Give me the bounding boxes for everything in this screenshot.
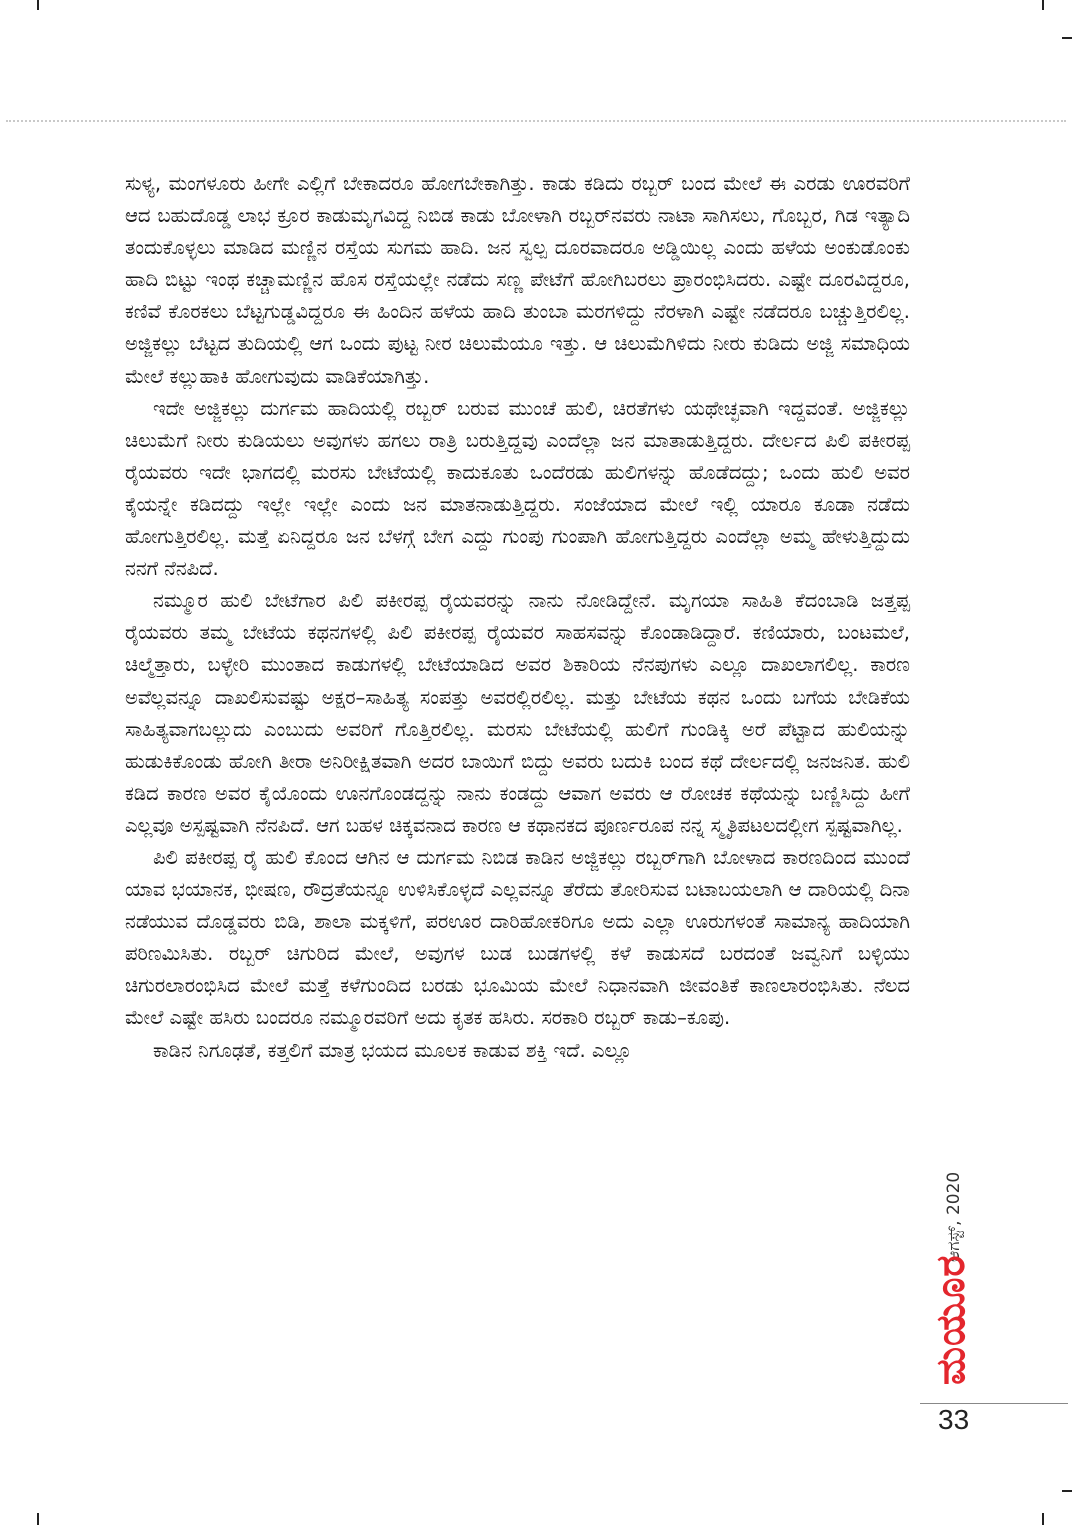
crop-mark-bottom-left <box>37 1513 39 1525</box>
crop-mark-right-bottom <box>1062 1490 1072 1492</box>
header-dotted-rule <box>6 120 1066 122</box>
issue-date: ಆಗಸ್ಟ್, 2020 <box>944 1171 964 1262</box>
article-paragraph: ಇದೇ ಅಜ್ಜಿಕಲ್ಲು ದುರ್ಗಮ ಹಾದಿಯಲ್ಲಿ ರಬ್ಬರ್ ಬರುವ ಮುಂಚೆ ಹುಲಿ, ಚಿರತೆಗಳು ಯಥೇಚ್ಛವಾಗಿ ಇದ್ದವಂತೆ. ಅಜ್ಜಿಕಲ್ಲು ಚಿಲುಮೆಗೆ ನೀರು ಕುಡಿಯಲು ಅವುಗಳು ಹಗಲು ರಾತ್ರಿ ಬರುತ್ತಿದ್ದವು ಎಂದೆಲ್ಲಾ ಜನ ಮಾತಾಡುತ್ತಿದ್ದರು. ದೇರ್ಲದ ಪಿಲಿ ಪಕೀರಪ್ಪ ರೈಯವರು ಇದೇ ಭಾಗದಲ್ಲಿ ಮರಸು ಬೇಟೆಯಲ್ಲಿ ಕಾದುಕೂತು ಒಂದೆರಡು ಹುಲಿಗಳನ್ನು ಹೊಡೆದದ್ದು; ಒಂದು ಹುಲಿ ಅವರ ಕೈಯನ್ನೇ ಕಡಿದದ್ದು ಇಲ್ಲೇ ಇಲ್ಲೇ ಎಂದು ಜನ ಮಾತನಾಡುತ್ತಿದ್ದರು. ಸಂಜೆಯಾದ ಮೇಲೆ ಇಲ್ಲಿ ಯಾರೂ ಕೂಡಾ ನಡೆದು ಹೋಗುತ್ತಿರಲಿಲ್ಲ. ಮತ್ತೆ ಏನಿದ್ದರೂ ಜನ ಬೆಳಗ್ಗೆ ಬೇಗ ಎದ್ದು ಗುಂಪು ಗುಂಪಾಗಿ ಹೋಗುತ್ತಿದ್ದರು ಎಂದೆಲ್ಲಾ ಅಮ್ಮ ಹೇಳುತ್ತಿದ್ದುದು ನನಗೆ ನೆನಪಿದೆ. <box>125 396 910 581</box>
page-number: 33 <box>938 1404 970 1435</box>
crop-mark-top-right <box>1042 0 1044 10</box>
article-paragraph: ನಮ್ಮೂರ ಹುಲಿ ಬೇಟೆಗಾರ ಪಿಲಿ ಪಕೀರಪ್ಪ ರೈಯವರನ್ನು ನಾನು ನೋಡಿದ್ದೇನೆ. ಮೃಗಯಾ ಸಾಹಿತಿ ಕೆದಂಬಾಡಿ ಜತ್ತಪ್ಪ ರೈಯವರು ತಮ್ಮ ಬೇಟೆಯ ಕಥನಗಳಲ್ಲಿ ಪಿಲಿ ಪಕೀರಪ್ಪ ರೈಯವರ ಸಾಹಸವನ್ನು ಕೊಂಡಾಡಿದ್ದಾರೆ. ಕಣಿಯಾರು, ಬಂಟಮಲೆ, ಚಿಲ್ಮೆತ್ತಾರು, ಬಳ್ಳೇರಿ ಮುಂತಾದ ಕಾಡುಗಳಲ್ಲಿ ಬೇಟೆಯಾಡಿದ ಅವರ ಶಿಕಾರಿಯ ನೆನಪುಗಳು ಎಲ್ಲೂ ದಾಖಲಾಗಲಿಲ್ಲ. ಕಾರಣ ಅವೆಲ್ಲವನ್ನೂ ದಾಖಲಿಸುವಷ್ಟು ಅಕ್ಷರ–ಸಾಹಿತ್ಯ ಸಂಪತ್ತು ಅವರಲ್ಲಿರಲಿಲ್ಲ. ಮತ್ತು ಬೇಟೆಯ ಕಥನ ಒಂದು ಬಗೆಯ ಬೇಡಿಕೆಯ ಸಾಹಿತ್ಯವಾಗಬಲ್ಲುದು ಎಂಬುದು ಅವರಿಗೆ ಗೊತ್ತಿರಲಿಲ್ಲ. ಮರಸು ಬೇಟೆಯಲ್ಲಿ ಹುಲಿಗೆ ಗುಂಡಿಕ್ಕಿ ಅರೆ ಪೆಟ್ಟಾದ ಹುಲಿಯನ್ನು ಹುಡುಕಿಕೊಂಡು ಹೋಗಿ ತೀರಾ ಅನಿರೀಕ್ಷಿತವಾಗಿ ಅದರ ಬಾಯಿಗೆ ಬಿದ್ದು ಅವರು ಬದುಕಿ ಬಂದ ಕಥೆ ದೇರ್ಲದಲ್ಲಿ ಜನಜನಿತ. ಹುಲಿ ಕಡಿದ ಕಾರಣ ಅವರ ಕೈಯೊಂದು ಊನಗೊಂಡದ್ದನ್ನು ನಾನು ಕಂಡದ್ದು ಆವಾಗ ಅವರು ಆ ರೋಚಕ ಕಥೆಯನ್ನು ಬಣ್ಣಿಸಿದ್ದು ಹೀಗೆ ಎಲ್ಲವೂ ಅಸ್ಪಷ್ಟವಾಗಿ ನೆನಪಿದೆ. ಆಗ ಬಹಳ ಚಿಕ್ಕವನಾದ ಕಾರಣ ಆ ಕಥಾನಕದ ಪೂರ್ಣರೂಪ ನನ್ನ ಸ್ಮೃತಿಪಟಲದಲ್ಲೀಗ ಸ್ಪಷ್ಟವಾಗಿಲ್ಲ. <box>125 589 910 837</box>
article-paragraph: ಪಿಲಿ ಪಕೀರಪ್ಪ ರೈ ಹುಲಿ ಕೊಂದ ಆಗಿನ ಆ ದುರ್ಗಮ ನಿಬಿಡ ಕಾಡಿನ ಅಜ್ಜಿಕಲ್ಲು ರಬ್ಬರ್‌ಗಾಗಿ ಬೋಳಾದ ಕಾರಣದಿಂದ ಮುಂದೆ ಯಾವ ಭಯಾನಕ, ಭೀಷಣ, ರೌದ್ರತೆಯನ್ನೂ ಉಳಿಸಿಕೊಳ್ಳದೆ ಎಲ್ಲವನ್ನೂ ತೆರೆದು ತೋರಿಸುವ ಬಟಾಬಯಲಾಗಿ ಆ ದಾರಿಯಲ್ಲಿ ದಿನಾ ನಡೆಯುವ ದೊಡ್ಡವರು ಬಿಡಿ, ಶಾಲಾ ಮಕ್ಕಳಿಗೆ, ಪರಊರ ದಾರಿಹೋಕರಿಗೂ ಅದು ಎಲ್ಲಾ ಊರುಗಳಂತೆ ಸಾಮಾನ್ಯ ಹಾದಿಯಾಗಿ ಪರಿಣಮಿಸಿತು. ರಬ್ಬರ್ ಚಿಗುರಿದ ಮೇಲೆ, ಅವುಗಳ ಬುಡ ಬುಡಗಳಲ್ಲಿ ಕಳೆ ಕಾಡುಸದೆ ಬರದಂತೆ ಜವ್ವನಿಗೆ ಬಳ್ಳಿಯು ಚಿಗುರಲಾರಂಭಿಸಿದ ಮೇಲೆ ಮತ್ತೆ ಕಳೆಗುಂದಿದ ಬರಡು ಭೂಮಿಯ ಮೇಲೆ ನಿಧಾನವಾಗಿ ಜೀವಂತಿಕೆ ಕಾಣಲಾರಂಭಿಸಿತು. ನೆಲದ ಮೇಲೆ ಎಷ್ಟೇ ಹಸಿರು ಬಂದರೂ ನಮ್ಮೂರವರಿಗೆ ಅದು ಕೃತಕ ಹಸಿರು. ಸರಕಾರಿ ರಬ್ಬರ್ ಕಾಡು–ಕೂಪು. <box>125 845 910 1030</box>
crop-mark-bottom-right <box>1042 1513 1044 1525</box>
magazine-page: ಸುಳ್ಯ, ಮಂಗಳೂರು ಹೀಗೇ ಎಲ್ಲಿಗೆ ಬೇಕಾದರೂ ಹೋಗಬೇಕಾಗಿತ್ತು. ಕಾಡು ಕಡಿದು ರಬ್ಬರ್ ಬಂದ ಮೇಲೆ ಈ ಎರಡು ಊರವರಿಗೆ ಆದ ಬಹುದೊಡ್ಡ ಲಾಭ ಕ್ರೂರ ಕಾಡುಮೃಗವಿದ್ದ ನಿಬಿಡ ಕಾಡು ಬೋಳಾಗಿ ರಬ್ಬರ್‌ನವರು ನಾಟಾ ಸಾಗಿಸಲು, ಗೊಬ್ಬರ, ಗಿಡ ಇತ್ಯಾದಿ ತಂದುಕೊಳ್ಳಲು ಮಾಡಿದ ಮಣ್ಣಿನ ರಸ್ತೆಯ ಸುಗಮ ಹಾದಿ. ಜನ ಸ್ವಲ್ಪ ದೂರವಾದರೂ ಅಡ್ಡಿಯಿಲ್ಲ ಎಂದು ಹಳೆಯ ಅಂಕುಡೊಂಕು ಹಾದಿ ಬಿಟ್ಟು ಇಂಥ ಕಚ್ಚಾಮಣ್ಣಿನ ಹೊಸ ರಸ್ತೆಯಲ್ಲೇ ನಡೆದು ಸಣ್ಣ ಪೇಟೆಗೆ ಹೋಗಿಬರಲು ಪ್ರಾರಂಭಿಸಿದರು. ಎಷ್ಟೇ ದೂರವಿದ್ದರೂ, ಕಣಿವೆ ಕೊರಕಲು ಬೆಟ್ಟಗುಡ್ಡವಿದ್ದರೂ ಈ ಹಿಂದಿನ ಹಳೆಯ ಹಾದಿ ತುಂಬಾ ಮರಗಳಿದ್ದು ನೆರಳಾಗಿ ಎಷ್ಟೇ ನಡೆದರೂ ಬಚ್ಚುತ್ತಿರಲಿಲ್ಲ. ಅಜ್ಜಿಕಲ್ಲು ಬೆಟ್ಟದ ತುದಿಯಲ್ಲಿ ಆಗ ಒಂದು ಪುಟ್ಟ ನೀರ ಚಿಲುಮೆಯೂ ಇತ್ತು. ಆ ಚಿಲುಮೆಗಿಳಿದು ನೀರು ಕುಡಿದು ಅಜ್ಜಿ ಸಮಾಧಿಯ ಮೇಲೆ ಕಲ್ಲುಹಾಕಿ ಹೋಗುವುದು ವಾಡಿಕೆಯಾಗಿತ್ತು. ಇದೇ ಅಜ್ಜಿಕಲ್ಲು ದುರ್ಗಮ ಹಾದಿಯಲ್ಲಿ ರಬ್ಬರ್ ಬರುವ ಮುಂಚೆ ಹುಲಿ, ಚಿರತೆಗಳು ಯಥೇಚ್ಛವಾಗಿ ಇದ್ದವಂತೆ. ಅಜ್ಜಿಕಲ್ಲು ಚಿಲುಮೆಗೆ ನೀರು ಕುಡಿಯಲು ಅವುಗಳು ಹಗಲು ರಾತ್ರಿ ಬರುತ್ತಿದ್ದವು ಎಂದೆಲ್ಲಾ ಜನ ಮಾತಾಡುತ್ತಿದ್ದರು. ದೇರ್ಲದ ಪಿಲಿ ಪಕೀರಪ್ಪ ರೈಯವರು ಇದೇ ಭಾಗದಲ್ಲಿ ಮರಸು ಬೇಟೆಯಲ್ಲಿ ಕಾದುಕೂತು ಒಂದೆರಡು ಹುಲಿಗಳನ್ನು ಹೊಡೆದದ್ದು; ಒಂದು ಹುಲಿ ಅವರ ಕೈಯನ್ನೇ ಕಡಿದದ್ದು ಇಲ್ಲೇ ಇಲ್ಲೇ ಎಂದು ಜನ ಮಾತನಾಡುತ್ತಿದ್ದರು. ಸಂಜೆಯಾದ ಮೇಲೆ ಇಲ್ಲಿ ಯಾರೂ ಕೂಡಾ ನಡೆದು ಹೋಗುತ್ತಿರಲಿಲ್ಲ. ಮತ್ತೆ ಏನಿದ್ದರೂ ಜನ ಬೆಳಗ್ಗೆ ಬೇಗ ಎದ್ದು ಗುಂಪು ಗುಂಪಾಗಿ ಹೋಗುತ್ತಿದ್ದರು ಎಂದೆಲ್ಲಾ ಅಮ್ಮ ಹೇಳುತ್ತಿದ್ದುದು ನನಗೆ ನೆನಪಿದೆ. ನಮ್ಮೂರ ಹುಲಿ ಬೇಟೆಗಾರ ಪಿಲಿ ಪಕೀರಪ್ಪ ರೈಯವರನ್ನು ನಾನು ನೋಡಿದ್ದೇನೆ. ಮೃಗಯಾ ಸಾಹಿತಿ ಕೆದಂಬಾಡಿ ಜತ್ತಪ್ಪ ರೈಯವರು ತಮ್ಮ ಬೇಟೆಯ ಕಥನಗಳಲ್ಲಿ ಪಿಲಿ ಪಕೀರಪ್ಪ ರೈಯವರ ಸಾಹಸವನ್ನು ಕೊಂಡಾಡಿದ್ದಾರೆ. ಕಣಿಯಾರು, ಬಂಟಮಲೆ, ಚಿಲ್ಮೆತ್ತಾರು, ಬಳ್ಳೇರಿ ಮುಂತಾದ ಕಾಡುಗಳಲ್ಲಿ ಬೇಟೆಯಾಡಿದ ಅವರ ಶಿಕಾರಿಯ ನೆನಪುಗಳು ಎಲ್ಲೂ ದಾಖಲಾಗಲಿಲ್ಲ. ಕಾರಣ ಅವೆಲ್ಲವನ್ನೂ ದಾಖಲಿಸುವಷ್ಟು ಅಕ್ಷರ–ಸಾಹಿತ್ಯ ಸಂಪತ್ತು ಅವರಲ್ಲಿರಲಿಲ್ಲ. ಮತ್ತು ಬೇಟೆಯ ಕಥನ ಒಂದು ಬಗೆಯ ಬೇಡಿಕೆಯ ಸಾಹಿತ್ಯವಾಗಬಲ್ಲುದು ಎಂಬುದು ಅವರಿಗೆ ಗೊತ್ತಿರಲಿಲ್ಲ. ಮರಸು ಬೇಟೆಯಲ್ಲಿ ಹುಲಿಗೆ ಗುಂಡಿಕ್ಕಿ ಅರೆ ಪೆಟ್ಟಾದ ಹುಲಿಯನ್ನು ಹುಡುಕಿಕೊಂಡು ಹೋಗಿ ತೀರಾ ಅನಿರೀಕ್ಷಿತವಾಗಿ ಅದರ ಬಾಯಿಗೆ ಬಿದ್ದು ಅವರು ಬದುಕಿ ಬಂದ ಕಥೆ ದೇರ್ಲದಲ್ಲಿ ಜನಜನಿತ. ಹುಲಿ ಕಡಿದ ಕಾರಣ ಅವರ ಕೈಯೊಂದು ಊನಗೊಂಡದ್ದನ್ನು ನಾನು ಕಂಡದ್ದು ಆವಾಗ ಅವರು ಆ ರೋಚಕ ಕಥೆಯನ್ನು ಬಣ್ಣಿಸಿದ್ದು ಹೀಗೆ ಎಲ್ಲವೂ ಅಸ್ಪಷ್ಟವಾಗಿ ನೆನಪಿದೆ. ಆಗ ಬಹಳ ಚಿಕ್ಕವನಾದ ಕಾರಣ ಆ ಕಥಾನಕದ ಪೂರ್ಣರೂಪ ನನ್ನ ಸ್ಮೃತಿಪಟಲದಲ್ಲೀಗ ಸ್ಪಷ್ಟವಾಗಿಲ್ಲ. ಪಿಲಿ ಪಕೀರಪ್ಪ ರೈ ಹುಲಿ ಕೊಂದ ಆಗಿನ ಆ ದುರ್ಗಮ ನಿಬಿಡ ಕಾಡಿನ ಅಜ್ಜಿಕಲ್ಲು ರಬ್ಬರ್‌ಗಾಗಿ ಬೋಳಾದ ಕಾರಣದಿಂದ ಮುಂದೆ ಯಾವ ಭಯಾನಕ, ಭೀಷಣ, ರೌದ್ರತೆಯನ್ನೂ ಉಳಿಸಿಕೊಳ್ಳದೆ ಎಲ್ಲವನ್ನೂ ತೆರೆದು ತೋರಿಸುವ ಬಟಾಬಯಲಾಗಿ ಆ ದಾರಿಯಲ್ಲಿ ದಿನಾ ನಡೆಯುವ ದೊಡ್ಡವರು ಬಿಡಿ, ಶಾಲಾ ಮಕ್ಕಳಿಗೆ, ಪರಊರ ದಾರಿಹೋಕರಿಗೂ ಅದು ಎಲ್ಲಾ ಊರುಗಳಂತೆ ಸಾಮಾನ್ಯ ಹಾದಿಯಾಗಿ ಪರಿಣಮಿಸಿತು. ರಬ್ಬರ್ ಚಿಗುರಿದ ಮೇಲೆ, ಅವುಗಳ ಬುಡ ಬುಡಗಳಲ್ಲಿ ಕಳೆ ಕಾಡುಸದೆ ಬರದಂತೆ ಜವ್ವನಿಗೆ ಬಳ್ಳಿಯು ಚಿಗುರಲಾರಂಭಿಸಿದ ಮೇಲೆ ಮತ್ತೆ ಕಳೆಗುಂದಿದ ಬರಡು ಭೂಮಿಯ ಮೇಲೆ ನಿಧಾನವಾಗಿ ಜೀವಂತಿಕೆ ಕಾಣಲಾರಂಭಿಸಿತು. ನೆಲದ ಮೇಲೆ ಎಷ್ಟೇ ಹಸಿರು ಬಂದರೂ ನಮ್ಮೂರವರಿಗೆ ಅದು ಕೃತಕ ಹಸಿರು. ಸರಕಾರಿ ರಬ್ಬರ್ ಕಾಡು–ಕೂಪು. ಕಾಡಿನ ನಿಗೂಢತೆ, ಕತ್ತಲಿಗೆ ಮಾತ್ರ ಭಯದ ಮೂಲಕ ಕಾಡುವ ಶಕ್ತಿ ಇದೆ. ಎಲ್ಲೂ ಆಗಸ್ಟ್, 2020 ಮಯೂರ 33 <box>0 0 1072 1525</box>
article-paragraph: ಕಾಡಿನ ನಿಗೂಢತೆ, ಕತ್ತಲಿಗೆ ಮಾತ್ರ ಭಯದ ಮೂಲಕ ಕಾಡುವ ಶಕ್ತಿ ಇದೆ. ಎಲ್ಲೂ <box>153 1038 632 1062</box>
crop-mark-right-top <box>1062 37 1072 39</box>
crop-mark-top-left <box>37 0 39 10</box>
article-paragraph: ಸುಳ್ಯ, ಮಂಗಳೂರು ಹೀಗೇ ಎಲ್ಲಿಗೆ ಬೇಕಾದರೂ ಹೋಗಬೇಕಾಗಿತ್ತು. ಕಾಡು ಕಡಿದು ರಬ್ಬರ್ ಬಂದ ಮೇಲೆ ಈ ಎರಡು ಊರವರಿಗೆ ಆದ ಬಹುದೊಡ್ಡ ಲಾಭ ಕ್ರೂರ ಕಾಡುಮೃಗವಿದ್ದ ನಿಬಿಡ ಕಾಡು ಬೋಳಾಗಿ ರಬ್ಬರ್‌ನವರು ನಾಟಾ ಸಾಗಿಸಲು, ಗೊಬ್ಬರ, ಗಿಡ ಇತ್ಯಾದಿ ತಂದುಕೊಳ್ಳಲು ಮಾಡಿದ ಮಣ್ಣಿನ ರಸ್ತೆಯ ಸುಗಮ ಹಾದಿ. ಜನ ಸ್ವಲ್ಪ ದೂರವಾದರೂ ಅಡ್ಡಿಯಿಲ್ಲ ಎಂದು ಹಳೆಯ ಅಂಕುಡೊಂಕು ಹಾದಿ ಬಿಟ್ಟು ಇಂಥ ಕಚ್ಚಾಮಣ್ಣಿನ ಹೊಸ ರಸ್ತೆಯಲ್ಲೇ ನಡೆದು ಸಣ್ಣ ಪೇಟೆಗೆ ಹೋಗಿಬರಲು ಪ್ರಾರಂಭಿಸಿದರು. ಎಷ್ಟೇ ದೂರವಿದ್ದರೂ, ಕಣಿವೆ ಕೊರಕಲು ಬೆಟ್ಟಗುಡ್ಡವಿದ್ದರೂ ಈ ಹಿಂದಿನ ಹಳೆಯ ಹಾದಿ ತುಂಬಾ ಮರಗಳಿದ್ದು ನೆರಳಾಗಿ ಎಷ್ಟೇ ನಡೆದರೂ ಬಚ್ಚುತ್ತಿರಲಿಲ್ಲ. ಅಜ್ಜಿಕಲ್ಲು ಬೆಟ್ಟದ ತುದಿಯಲ್ಲಿ ಆಗ ಒಂದು ಪುಟ್ಟ ನೀರ ಚಿಲುಮೆಯೂ ಇತ್ತು. ಆ ಚಿಲುಮೆಗಿಳಿದು ನೀರು ಕುಡಿದು ಅಜ್ಜಿ ಸಮಾಧಿಯ ಮೇಲೆ ಕಲ್ಲುಹಾಕಿ ಹೋಗುವುದು ವಾಡಿಕೆಯಾಗಿತ್ತು. <box>125 172 910 388</box>
article-body <box>125 168 910 1067</box>
